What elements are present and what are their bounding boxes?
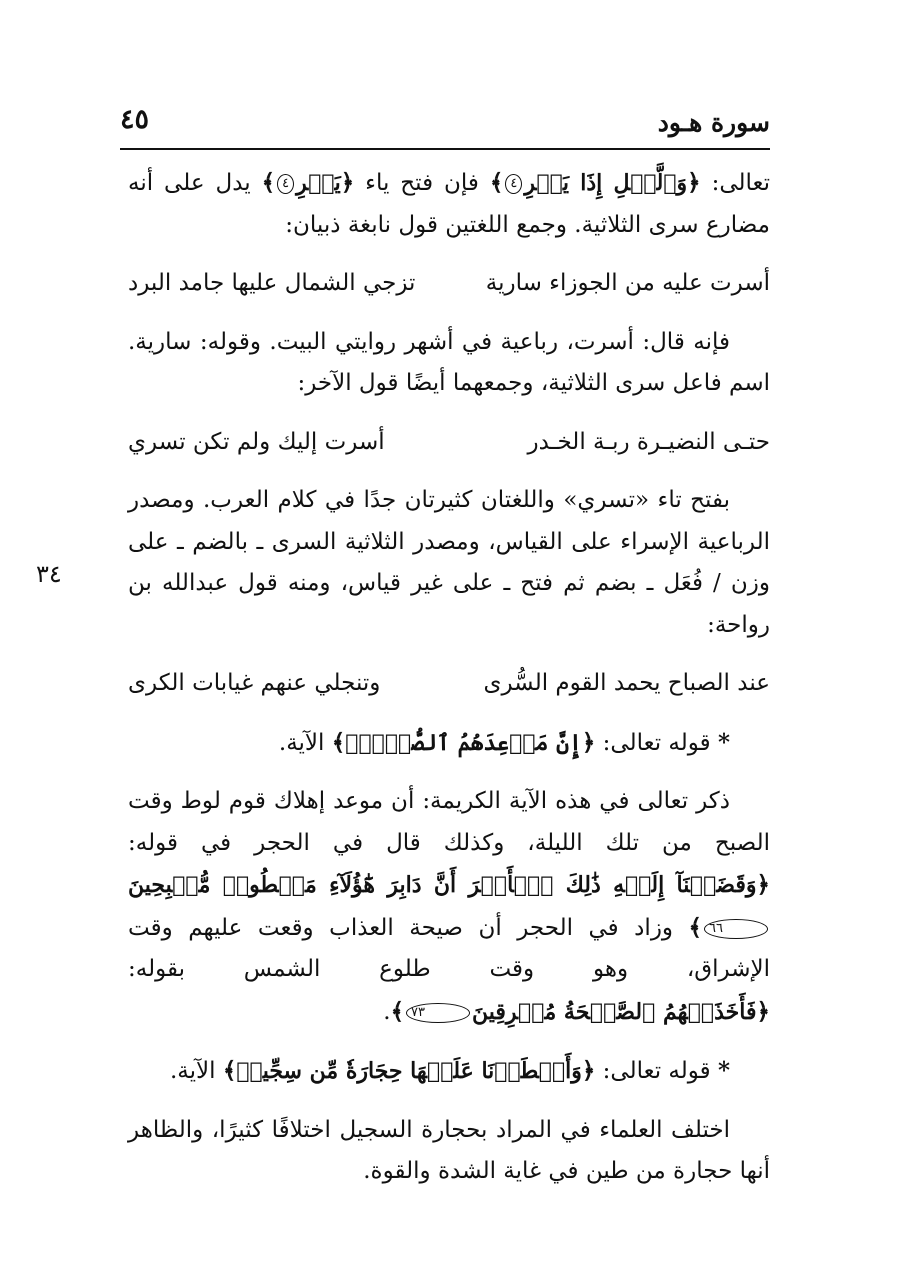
page-header bbox=[120, 104, 770, 148]
ornate-bracket-close: ﴾ bbox=[489, 169, 504, 196]
verse-first-hemistich: عند الصباح يحمد القوم السُّرى bbox=[483, 670, 770, 696]
quran-quote: وَأَمۡطَرۡنَا عَلَيۡهَا حِجَارَةٗ مِّن سِجِّيلٖ bbox=[236, 1058, 582, 1084]
ornate-bracket-close: ﴾ bbox=[261, 169, 276, 196]
poetry-verse-3 bbox=[128, 663, 770, 705]
paragraph-1 bbox=[128, 162, 770, 246]
body-text bbox=[128, 162, 770, 1210]
ornate-bracket-open: ﴿ bbox=[340, 169, 355, 196]
p4-text-b: وزاد في الحجر أن صيحة العذاب وقعت عليهم وقت الإشراق، وهو وقت طلوع الشمس بقوله: bbox=[128, 914, 770, 982]
p1-text-c: يدل على أنه مضارع سرى الثلاثية. وجمع اللغتين قول نابغة ذبيان: bbox=[128, 170, 770, 238]
quran-quote: إِنَّ مَوۡعِدَهُمُ ٱلصُّبۡحُۚ bbox=[345, 729, 582, 756]
verse-second-hemistich: أسرت إليك ولم تكن تسري bbox=[128, 428, 385, 455]
page-number: ٤٥ bbox=[120, 104, 150, 135]
paragraph-4 bbox=[128, 781, 770, 1033]
ornate-bracket-open: ﴿ bbox=[581, 1057, 596, 1084]
heading-tail: الآية. bbox=[278, 729, 332, 756]
ornate-bracket-close: ﴾ bbox=[222, 1057, 237, 1084]
quran-quote: فَأَخَذَتۡهُمُ ٱلصَّيۡحَةُ مُشۡرِقِينَ bbox=[472, 998, 757, 1025]
ornate-bracket-open: ﴿ bbox=[581, 728, 596, 756]
ayah-number: ٦٦ bbox=[704, 919, 768, 939]
p1-text-b: فإن فتح ياء bbox=[354, 170, 490, 196]
verse-first-hemistich: أسرت عليه من الجوزاء سارية bbox=[485, 270, 770, 296]
verse-first-hemistich: حتـى النضيـرة ربـة الخـدر bbox=[527, 428, 770, 455]
heading-verse-2 bbox=[128, 1050, 770, 1093]
quran-quote: يَسۡرِ bbox=[296, 170, 341, 196]
ornate-bracket-close: ﴾ bbox=[331, 728, 346, 756]
star-marker: * bbox=[717, 1057, 730, 1084]
verse-second-hemistich: وتنجلي عنهم غيابات الكرى bbox=[128, 670, 381, 696]
ayah-number: ٤ bbox=[277, 174, 294, 194]
ornate-bracket-open: ﴿ bbox=[687, 169, 701, 196]
heading-tail: الآية. bbox=[169, 1058, 223, 1084]
heading-verse-1 bbox=[128, 722, 770, 765]
ornate-bracket-open: ﴿ bbox=[756, 997, 770, 1025]
star-marker: * bbox=[717, 728, 730, 756]
verse-second-hemistich: تزجي الشمال عليها جامد البرد bbox=[128, 270, 416, 296]
ornate-bracket-open: ﴿ bbox=[756, 871, 770, 898]
quran-quote: وَٱلَّيۡلِ إِذَا يَسۡرِ bbox=[524, 170, 688, 196]
running-title: سورة هـود bbox=[657, 108, 770, 137]
header-rule bbox=[120, 148, 770, 150]
p4-text-a: ذكر تعالى في هذه الآية الكريمة: أن موعد إهلاك قوم لوط وقت الصبح من تلك الليلة، وكذلك قال في الحجر في قوله: bbox=[128, 788, 770, 856]
ayah-number: ٧٣ bbox=[406, 1003, 470, 1023]
paragraph-5: اختلف العلماء في المراد بحجارة السجيل اختلافًا كثيرًا، والظاهر أنها حجارة من طين في غاية الشدة والقوة. bbox=[128, 1116, 770, 1184]
poetry-verse-2 bbox=[128, 422, 770, 464]
ornate-bracket-close: ﴾ bbox=[390, 997, 405, 1025]
paragraph-2: فإنه قال: أسرت، رباعية في أشهر روايتي البيت. وقوله: سارية. اسم فاعل سرى الثلاثية، وجمعهما أيضًا قول الآخر: bbox=[128, 328, 770, 396]
p1-text-a: تعالى: bbox=[700, 170, 770, 196]
ornate-bracket-close: ﴾ bbox=[688, 913, 703, 941]
heading-lead: قوله تعالى: bbox=[595, 1058, 718, 1084]
paragraph-3: بفتح تاء «تسري» واللغتان كثيرتان جدًا في كلام العرب. ومصدر الرباعية الإسراء على القياس، ومصدر الثلاثية السرى ـ بالضم ـ على وزن / فُعَل ـ بضم ثم فتح ـ على غير قياس، ومنه قول عبدالله بن رواحة: bbox=[128, 487, 770, 638]
original-page-marker: ٣٤ bbox=[36, 560, 62, 588]
heading-lead: قوله تعالى: bbox=[595, 729, 718, 756]
quran-quote: وَقَضَيۡنَآ إِلَيۡهِ ذَٰلِكَ ٱلۡأَمۡرَ أَنَّ دَابِرَ هَٰٓؤُلَآءِ مَقۡطُوعٞ مُّصۡبِحِينَ bbox=[128, 872, 757, 898]
p4-text-c: . bbox=[383, 998, 391, 1025]
ayah-number: ٤ bbox=[505, 174, 522, 194]
poetry-verse-1 bbox=[128, 263, 770, 305]
